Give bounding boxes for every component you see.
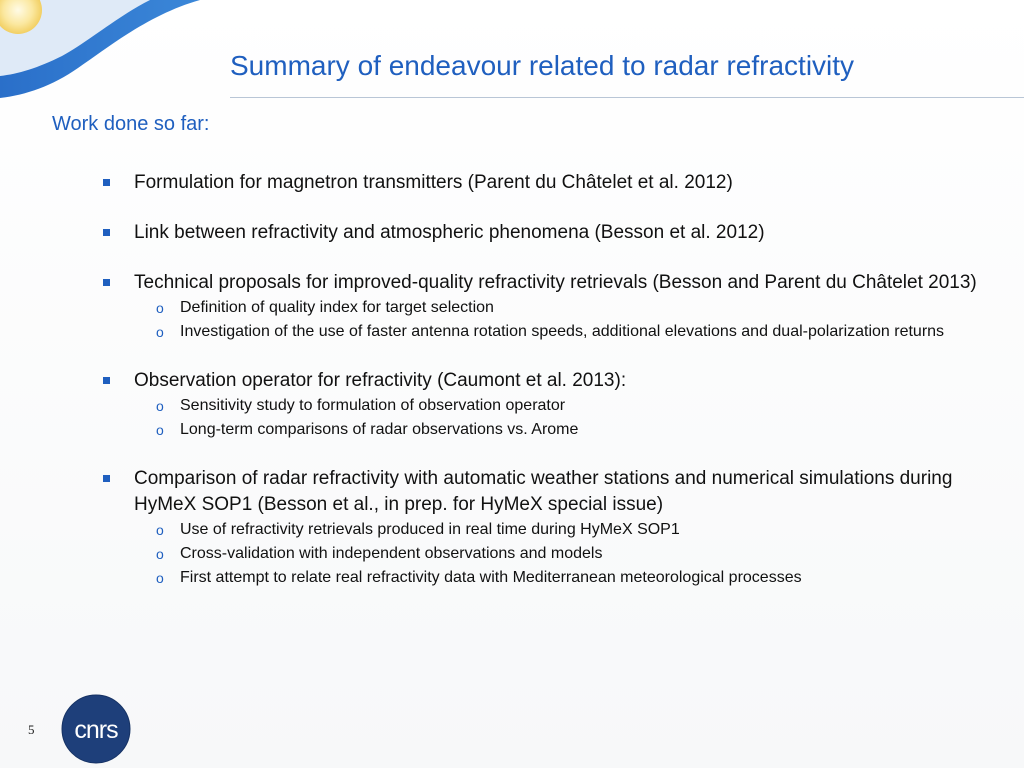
bullet-text: Link between refractivity and atmospheric phenomena (Besson et al. 2012) xyxy=(134,222,765,243)
bullet-text: Technical proposals for improved-quality refractivity retrievals (Besson and Parent du Châtelet 2013) xyxy=(134,272,977,293)
sub-bullet-item xyxy=(134,542,983,566)
sub-bullet-text: Investigation of the use of faster antenna rotation speeds, additional elevations and dual-polarization returns xyxy=(180,323,945,340)
sub-bullet-text: Cross-validation with independent observations and models xyxy=(180,545,603,562)
sun-swoosh-decoration xyxy=(0,0,200,100)
square-bullet-icon xyxy=(103,229,110,236)
sub-bullet-list xyxy=(134,518,983,590)
sub-bullet-item xyxy=(134,566,983,590)
bullet-text: Formulation for magnetron transmitters (Parent du Châtelet et al. 2012) xyxy=(134,172,733,193)
bullet-item xyxy=(103,170,983,196)
slide-title: Summary of endeavour related to radar refractivity xyxy=(230,50,855,81)
bullet-item xyxy=(103,270,983,344)
circle-bullet-icon: o xyxy=(156,398,164,414)
cnrs-logo xyxy=(61,694,131,764)
circle-bullet-icon: o xyxy=(156,422,164,438)
title-divider xyxy=(230,97,1024,98)
circle-bullet-icon: o xyxy=(156,324,164,340)
sub-bullet-text: Sensitivity study to formulation of observation operator xyxy=(180,397,566,414)
sub-bullet-item xyxy=(134,418,983,442)
circle-bullet-icon: o xyxy=(156,522,164,538)
circle-bullet-icon: o xyxy=(156,546,164,562)
bullet-list xyxy=(103,170,983,590)
sub-bullet-item xyxy=(134,320,983,344)
square-bullet-icon xyxy=(103,279,110,286)
sub-bullet-text: First attempt to relate real refractivity data with Mediterranean meteorological processes xyxy=(180,569,802,586)
page-number: 5 xyxy=(28,722,35,737)
sub-bullet-item xyxy=(134,518,983,542)
bullet-item xyxy=(103,368,983,442)
sub-bullet-text: Long-term comparisons of radar observations vs. Arome xyxy=(180,421,579,438)
square-bullet-icon xyxy=(103,179,110,186)
circle-bullet-icon: o xyxy=(156,300,164,316)
sub-bullet-text: Use of refractivity retrievals produced in real time during HyMeX SOP1 xyxy=(180,521,680,538)
bullet-text: Observation operator for refractivity (Caumont et al. 2013): xyxy=(134,370,627,391)
bullet-text: Comparison of radar refractivity with automatic weather stations and numerical simulations during HyMeX SOP1 (Besson et al., in prep. for HyMeX special issue) xyxy=(134,468,953,515)
sub-bullet-list xyxy=(134,296,983,344)
section-subtitle: Work done so far: xyxy=(52,113,210,135)
square-bullet-icon xyxy=(103,377,110,384)
sub-bullet-item xyxy=(134,394,983,418)
bullet-item xyxy=(103,466,983,590)
svg-text:cnrs: cnrs xyxy=(74,716,118,744)
square-bullet-icon xyxy=(103,475,110,482)
sub-bullet-item xyxy=(134,296,983,320)
bullet-item xyxy=(103,220,983,246)
sub-bullet-text: Definition of quality index for target selection xyxy=(180,299,494,316)
circle-bullet-icon: o xyxy=(156,570,164,586)
sub-bullet-list xyxy=(134,394,983,442)
